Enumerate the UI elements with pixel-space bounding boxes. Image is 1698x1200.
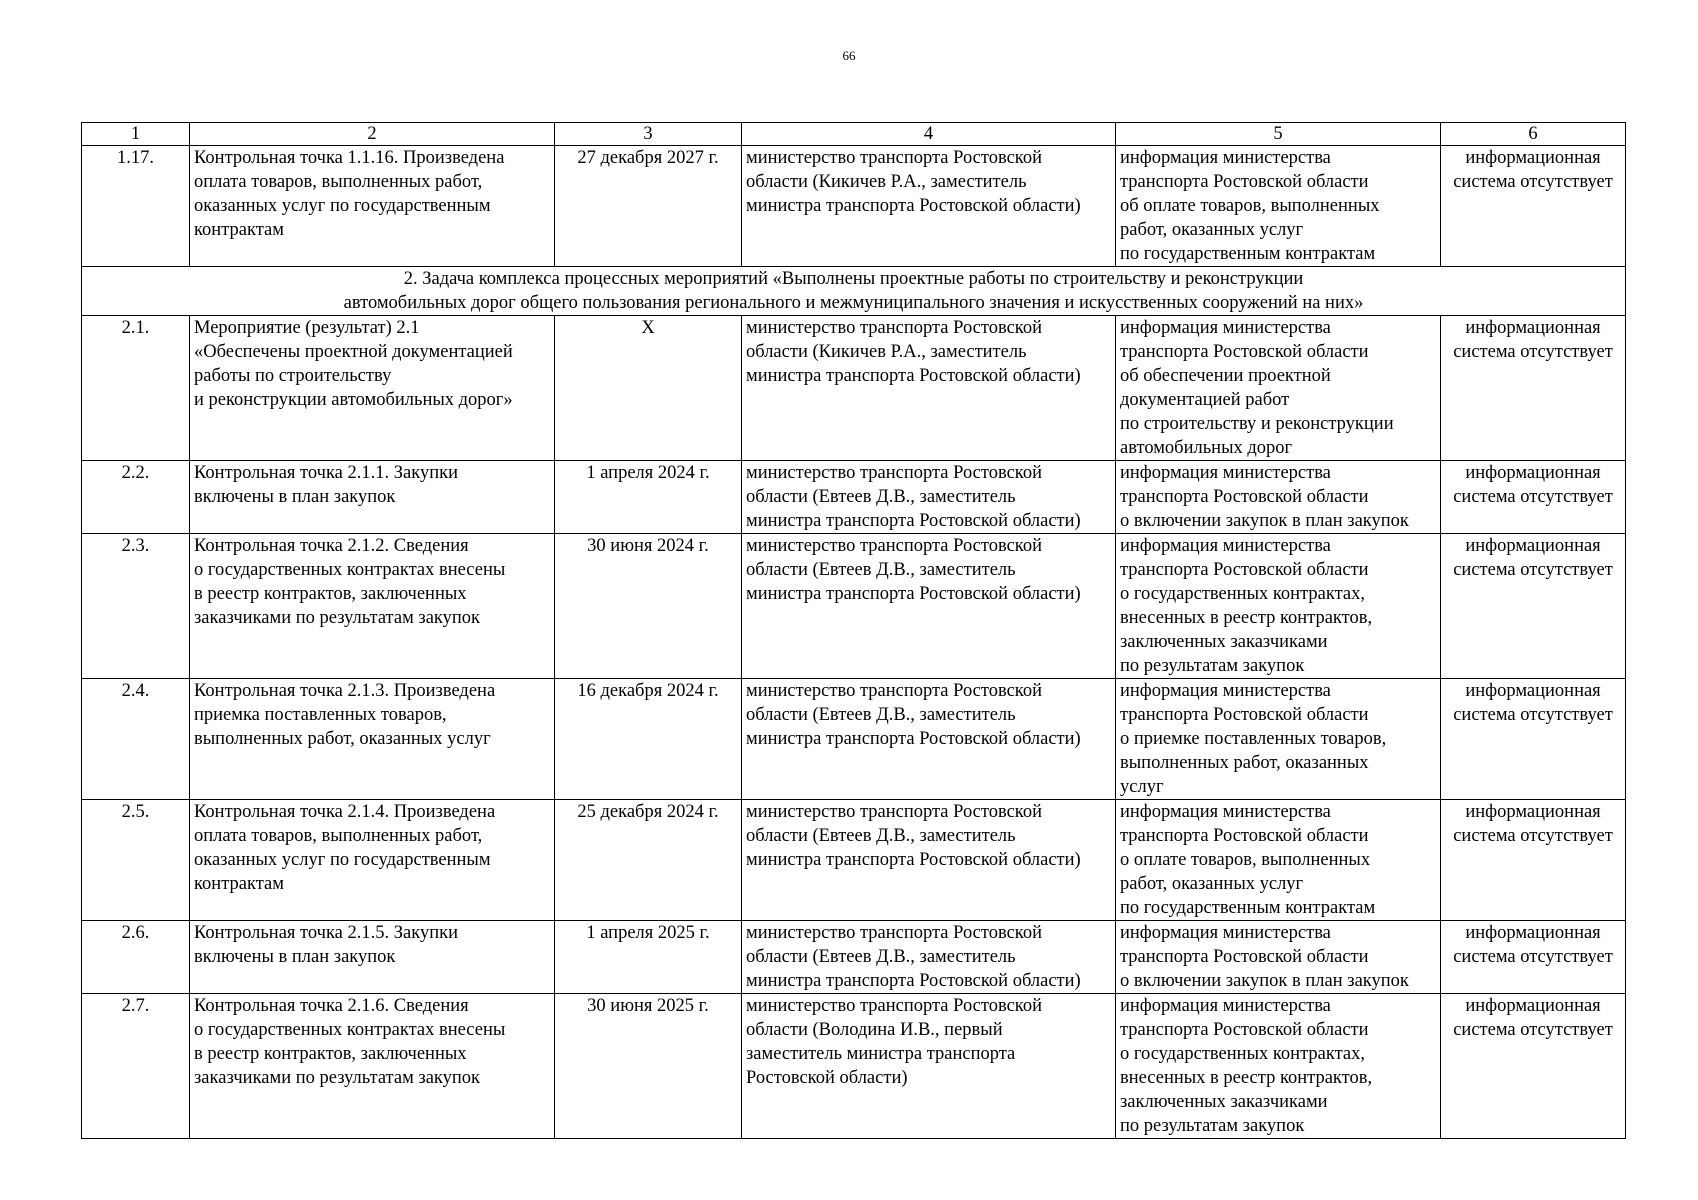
row-title: Контрольная точка 2.1.2. Сведения о государственных контрактах внесены в реестр контрактов, заключенных заказчиками по результатам закупок [190, 534, 555, 679]
column-number: 2 [190, 123, 555, 146]
section-row [82, 267, 1626, 316]
row-date: 30 июня 2024 г. [555, 534, 742, 679]
row-title: Контрольная точка 2.1.5. Закупки включены в план закупок [190, 921, 555, 994]
column-number: 1 [82, 123, 190, 146]
row-title: Контрольная точка 2.1.4. Произведена оплата товаров, выполненных работ, оказанных услуг по государственным контрактам [190, 800, 555, 921]
table-row [82, 994, 1626, 1139]
row-responsible: министерство транспорта Ростовской области (Евтеев Д.В., заместитель министра транспорта Ростовской области) [742, 921, 1116, 994]
row-system: информационная система отсутствует [1441, 800, 1626, 921]
row-date: Х [555, 316, 742, 461]
row-title: Контрольная точка 2.1.3. Произведена приемка поставленных товаров, выполненных работ, оказанных услуг [190, 679, 555, 800]
section-heading: 2. Задача комплекса процессных мероприятий «Выполнены проектные работы по строительству и реконструкции автомобильных дорог общего пользования регионального и межмуниципального значения и искусственных сооружений на них» [82, 267, 1626, 316]
column-number: 3 [555, 123, 742, 146]
table-row [82, 146, 1626, 267]
row-number: 2.3. [82, 534, 190, 679]
row-system: информационная система отсутствует [1441, 921, 1626, 994]
row-responsible: министерство транспорта Ростовской области (Евтеев Д.В., заместитель министра транспорта Ростовской области) [742, 461, 1116, 534]
column-number: 5 [1116, 123, 1441, 146]
row-document: информация министерства транспорта Ростовской области об оплате товаров, выполненных работ, оказанных услуг по государственным контрактам [1116, 146, 1441, 267]
row-responsible: министерство транспорта Ростовской области (Кикичев Р.А., заместитель министра транспорта Ростовской области) [742, 316, 1116, 461]
table-row [82, 534, 1626, 679]
row-document: информация министерства транспорта Ростовской области о включении закупок в план закупок [1116, 461, 1441, 534]
row-number: 2.1. [82, 316, 190, 461]
row-document: информация министерства транспорта Ростовской области о государственных контрактах, внесенных в реестр контрактов, заключенных заказчиками по результатам закупок [1116, 534, 1441, 679]
row-system: информационная система отсутствует [1441, 146, 1626, 267]
row-responsible: министерство транспорта Ростовской области (Володина И.В., первый заместитель министра транспорта Ростовской области) [742, 994, 1116, 1139]
page-number: 66 [842, 48, 856, 63]
column-number: 4 [742, 123, 1116, 146]
row-date: 1 апреля 2024 г. [555, 461, 742, 534]
row-date: 25 декабря 2024 г. [555, 800, 742, 921]
row-number: 1.17. [82, 146, 190, 267]
row-number: 2.4. [82, 679, 190, 800]
table-row [82, 800, 1626, 921]
row-system: информационная система отсутствует [1441, 461, 1626, 534]
row-system: информационная система отсутствует [1441, 316, 1626, 461]
row-responsible: министерство транспорта Ростовской области (Евтеев Д.В., заместитель министра транспорта Ростовской области) [742, 800, 1116, 921]
row-system: информационная система отсутствует [1441, 534, 1626, 679]
table-row [82, 461, 1626, 534]
table-row [82, 921, 1626, 994]
row-date: 27 декабря 2027 г. [555, 146, 742, 267]
table-row [82, 316, 1626, 461]
row-number: 2.5. [82, 800, 190, 921]
table-row [82, 679, 1626, 800]
plan-table [81, 122, 1626, 1139]
row-system: информационная система отсутствует [1441, 679, 1626, 800]
row-document: информация министерства транспорта Ростовской области о приемке поставленных товаров, выполненных работ, оказанных услуг [1116, 679, 1441, 800]
row-number: 2.6. [82, 921, 190, 994]
row-document: информация министерства транспорта Ростовской области о оплате товаров, выполненных работ, оказанных услуг по государственным контрактам [1116, 800, 1441, 921]
row-number: 2.2. [82, 461, 190, 534]
row-date: 1 апреля 2025 г. [555, 921, 742, 994]
row-number: 2.7. [82, 994, 190, 1139]
row-date: 16 декабря 2024 г. [555, 679, 742, 800]
row-date: 30 июня 2025 г. [555, 994, 742, 1139]
row-responsible: министерство транспорта Ростовской области (Евтеев Д.В., заместитель министра транспорта Ростовской области) [742, 679, 1116, 800]
row-responsible: министерство транспорта Ростовской области (Кикичев Р.А., заместитель министра транспорта Ростовской области) [742, 146, 1116, 267]
row-title: Контрольная точка 2.1.1. Закупки включены в план закупок [190, 461, 555, 534]
row-title: Контрольная точка 1.1.16. Произведена оплата товаров, выполненных работ, оказанных услуг по государственным контрактам [190, 146, 555, 267]
row-document: информация министерства транспорта Ростовской области об обеспечении проектной документацией работ по строительству и реконструкции автомобильных дорог [1116, 316, 1441, 461]
row-document: информация министерства транспорта Ростовской области о государственных контрактах, внесенных в реестр контрактов, заключенных заказчиками по результатам закупок [1116, 994, 1441, 1139]
column-number-row [82, 123, 1626, 146]
row-responsible: министерство транспорта Ростовской области (Евтеев Д.В., заместитель министра транспорта Ростовской области) [742, 534, 1116, 679]
row-title: Мероприятие (результат) 2.1 «Обеспечены проектной документацией работы по строительству и реконструкции автомобильных дорог» [190, 316, 555, 461]
row-system: информационная система отсутствует [1441, 994, 1626, 1139]
row-document: информация министерства транспорта Ростовской области о включении закупок в план закупок [1116, 921, 1441, 994]
column-number: 6 [1441, 123, 1626, 146]
row-title: Контрольная точка 2.1.6. Сведения о государственных контрактах внесены в реестр контрактов, заключенных заказчиками по результатам закупок [190, 994, 555, 1139]
